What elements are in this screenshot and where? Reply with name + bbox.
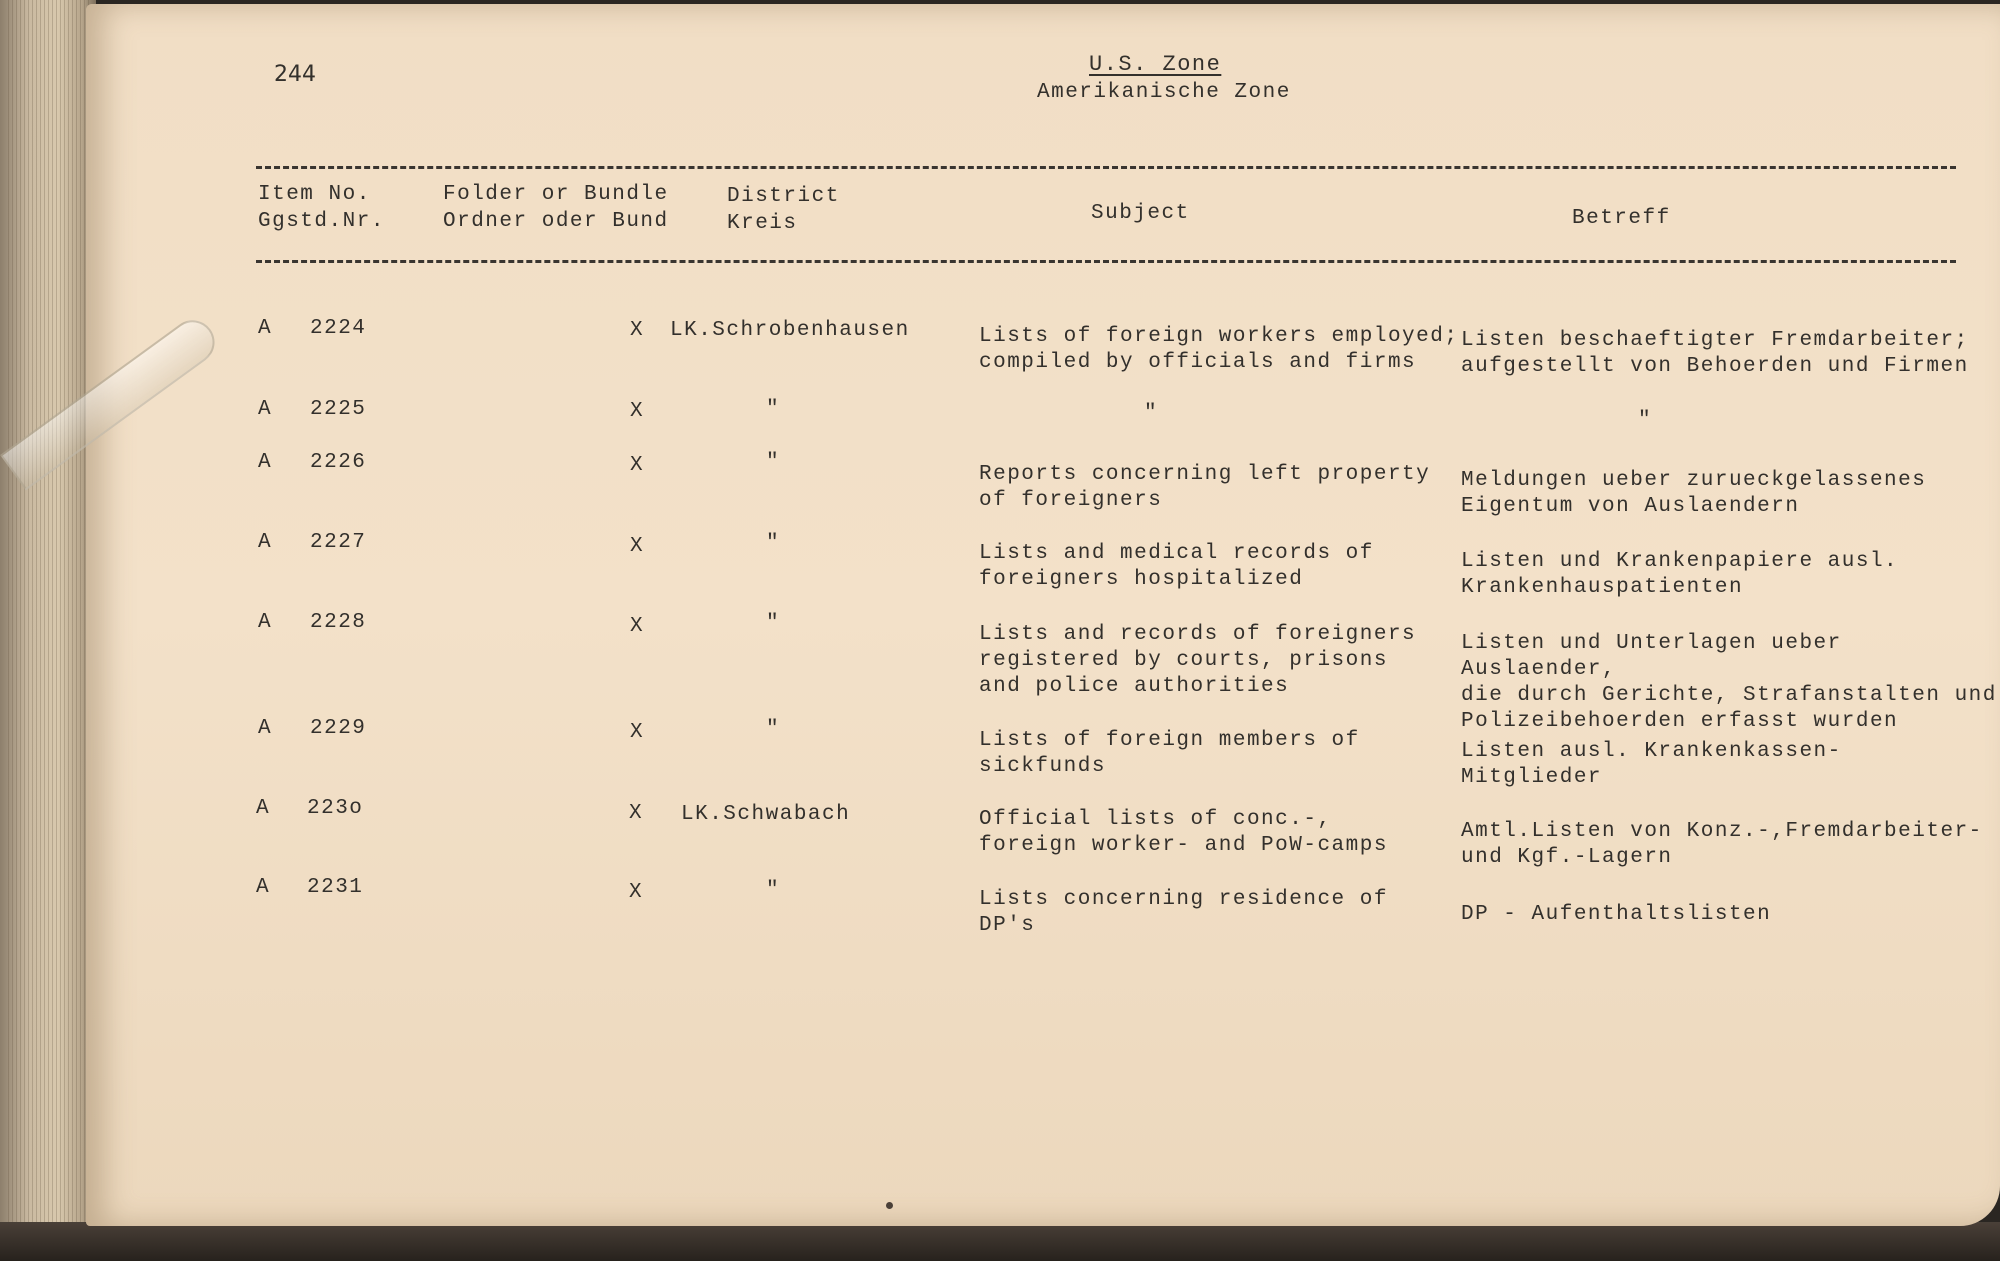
row-bundle-mark: X <box>630 535 645 558</box>
row-item-number: 2229 <box>310 717 367 740</box>
ledger-page <box>86 4 2000 1226</box>
row-district-ditto: " <box>766 532 781 555</box>
row-district-ditto: " <box>766 451 781 474</box>
col-header-item-en: Item No. <box>258 183 371 206</box>
row-district-ditto: " <box>766 398 781 421</box>
row-betreff: Listen und Unterlagen ueber Auslaender, die durch Gerichte, Strafanstalten und Polizeibehoerden erfasst wurden <box>1461 632 1997 733</box>
row-bundle-mark: X <box>630 721 645 744</box>
row-district: LK.Schwabach <box>681 803 851 826</box>
col-header-district-en: District <box>727 185 840 208</box>
row-item-number: 2228 <box>310 611 367 634</box>
ink-dot <box>886 1202 893 1209</box>
book-bottom-edge <box>0 1222 2000 1261</box>
col-header-district-de: Kreis <box>727 212 798 235</box>
row-item-number: 2225 <box>310 398 367 421</box>
row-series-letter: A <box>258 317 273 340</box>
zone-title-en: U.S. Zone <box>1089 52 1222 77</box>
row-subject: Reports concerning left property of foreigners <box>979 463 1431 512</box>
row-district-ditto: " <box>766 879 781 902</box>
row-subject: Lists of foreign workers employed; compiled by officials and firms <box>979 325 1459 374</box>
row-item-number: 2226 <box>310 451 367 474</box>
row-subject: Official lists of conc.-, foreign worker- and PoW-camps <box>979 808 1388 857</box>
col-header-folder-de: Ordner oder Bund <box>443 210 669 233</box>
row-bundle-mark: X <box>629 881 644 904</box>
book-spine-edge <box>0 0 96 1261</box>
row-item-number: 2227 <box>310 531 367 554</box>
row-district-ditto: " <box>766 612 781 635</box>
row-subject: Lists concerning residence of DP's <box>979 888 1388 937</box>
row-item-number: 2224 <box>310 317 367 340</box>
row-series-letter: A <box>256 876 271 899</box>
row-series-letter: A <box>258 398 273 421</box>
page-stack-lines <box>8 0 90 1230</box>
row-bundle-mark: X <box>630 454 645 477</box>
zone-title-de: Amerikanische Zone <box>1037 81 1291 104</box>
row-series-letter: A <box>258 531 273 554</box>
row-series-letter: A <box>258 451 273 474</box>
col-header-betreff: Betreff <box>1572 207 1671 230</box>
row-series-letter: A <box>258 611 273 634</box>
row-item-number: 223o <box>307 797 364 820</box>
row-subject: Lists and records of foreigners registered by courts, prisons and police authorities <box>979 623 1417 698</box>
row-betreff: Listen beschaeftigter Fremdarbeiter; aufgestellt von Behoerden und Firmen <box>1461 329 1969 378</box>
row-series-letter: A <box>258 717 273 740</box>
row-bundle-mark: X <box>629 802 644 825</box>
row-subject: Lists and medical records of foreigners hospitalized <box>979 542 1374 591</box>
col-header-subject: Subject <box>1091 202 1190 225</box>
row-betreff: Amtl.Listen von Konz.-,Fremdarbeiter- und Kgf.-Lagern <box>1461 820 1983 869</box>
page-number: 244 <box>274 62 316 87</box>
header-top-rule <box>256 166 1956 169</box>
row-district: LK.Schrobenhausen <box>670 319 910 342</box>
row-betreff: Listen und Krankenpapiere ausl. Krankenhauspatienten <box>1461 550 1899 599</box>
col-header-folder-en: Folder or Bundle <box>443 183 669 206</box>
row-district-ditto: " <box>766 718 781 741</box>
row-series-letter: A <box>256 797 271 820</box>
col-header-item-de: Ggstd.Nr. <box>258 210 385 233</box>
row-bundle-mark: X <box>630 400 645 423</box>
row-bundle-mark: X <box>630 615 645 638</box>
row-betreff: DP - Aufenthaltslisten <box>1461 903 1772 926</box>
row-item-number: 2231 <box>307 876 364 899</box>
row-subject: Lists of foreign members of sickfunds <box>979 729 1360 778</box>
row-bundle-mark: X <box>630 319 645 342</box>
row-betreff: Listen ausl. Krankenkassen- Mitglieder <box>1461 740 1842 789</box>
row-betreff-ditto: " <box>1638 409 1653 432</box>
header-bottom-rule <box>256 260 1956 263</box>
row-subject-ditto: " <box>1144 402 1159 425</box>
row-betreff: Meldungen ueber zurueckgelassenes Eigentum von Auslaendern <box>1461 469 1927 518</box>
